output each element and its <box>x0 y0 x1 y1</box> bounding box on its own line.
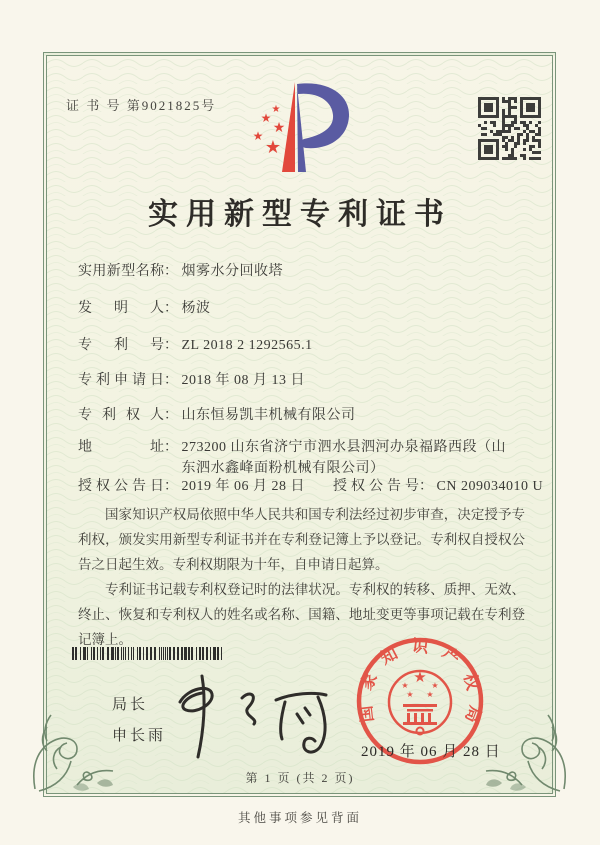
field-value: 2018 年 08 月 13 日 <box>181 373 305 388</box>
field-label: 地址 <box>78 440 164 455</box>
field-value: 山东恒易凯丰机械有限公司 <box>181 408 356 423</box>
svg-text:★: ★ <box>264 137 282 157</box>
seal-date: 2019 年 06 月 28 日 <box>361 744 501 760</box>
qr-code-icon <box>478 97 541 160</box>
field-value: ZL 2018 2 1292565.1 <box>181 338 313 353</box>
field-row-patent-no: 专利号： ZL 2018 2 1292565.1 <box>78 335 528 356</box>
field-label: 授权公告日 <box>78 479 164 494</box>
field-row-name: 实用新型名称： 烟雾水分回收塔 <box>78 261 528 282</box>
field-row-inventor: 发明人： 杨波 <box>78 298 528 319</box>
field-grant-number: 授权公告号： CN 209034010 U <box>333 476 543 497</box>
field-label: 授权公告号 <box>333 479 419 494</box>
field-label: 发明人 <box>78 301 164 316</box>
director-name: 申长雨 <box>112 728 167 744</box>
signature-icon <box>158 660 343 765</box>
field-row-filing-date: 专利申请日： 2018 年 08 月 13 日 <box>78 370 528 391</box>
svg-text:★: ★ <box>413 670 427 686</box>
svg-text:★: ★ <box>426 690 434 699</box>
field-label: 实用新型名称 <box>78 264 164 279</box>
back-side-note: 其他事项参见背面 <box>237 811 362 825</box>
field-value: 杨波 <box>181 301 211 316</box>
svg-text:★: ★ <box>271 104 281 115</box>
field-label: 专利号 <box>78 338 164 353</box>
svg-text:★: ★ <box>272 121 286 136</box>
field-label: 专利申请日 <box>78 373 164 388</box>
certificate-number: 证 书 号 第9021825号 <box>66 98 217 113</box>
seal-text: 国家知识产权局 <box>354 635 486 738</box>
svg-text:★: ★ <box>401 681 409 690</box>
director-title: 局长 <box>112 697 149 713</box>
field-value: 烟雾水分回收塔 <box>181 264 283 279</box>
cnipa-logo-icon <box>238 72 362 182</box>
field-value: CN 209034010 U <box>436 479 544 494</box>
field-label: 专利权人 <box>78 408 164 423</box>
svg-text:★: ★ <box>260 111 272 125</box>
field-value: 2019 年 06 月 28 日 <box>181 479 305 494</box>
legal-paragraph-2: 专利证书记载专利权登记时的法律状况。专利权的转移、质押、无效、终止、恢复和专利权人的姓名或名称、国籍、地址变更等事项记载在专利登记簿上。 <box>78 582 525 647</box>
field-row-address: 地址： 273200 山东省济宁市泗水县泗河办泉福路西段（山东泗水鑫峰面粉机械有限公司） <box>78 437 528 479</box>
svg-text:★: ★ <box>431 681 439 690</box>
page-number: 第 1 页 (共 2 页) <box>245 771 355 785</box>
field-value: 273200 山东省济宁市泗水县泗河办泉福路西段（山东泗水鑫峰面粉机械有限公司） <box>181 440 506 476</box>
barcode-icon <box>72 647 226 660</box>
legal-paragraph-1: 国家知识产权局依照中华人民共和国专利法经过初步审查，决定授予专利权，颁发实用新型专利证书并在专利登记簿上予以登记。专利权自授权公告之日起生效。专利权期限为十年，自申请日起算。 <box>78 507 525 572</box>
field-row-patentee: 专利权人： 山东恒易凯丰机械有限公司 <box>78 405 528 426</box>
svg-text:★: ★ <box>406 690 414 699</box>
field-row-grant: 授权公告日： 2019 年 06 月 28 日 授权公告号： CN 209034010 U <box>78 476 528 497</box>
svg-text:★: ★ <box>252 129 264 143</box>
certificate-title: 实用新型专利证书 <box>148 198 452 231</box>
national-emblem <box>389 670 451 735</box>
